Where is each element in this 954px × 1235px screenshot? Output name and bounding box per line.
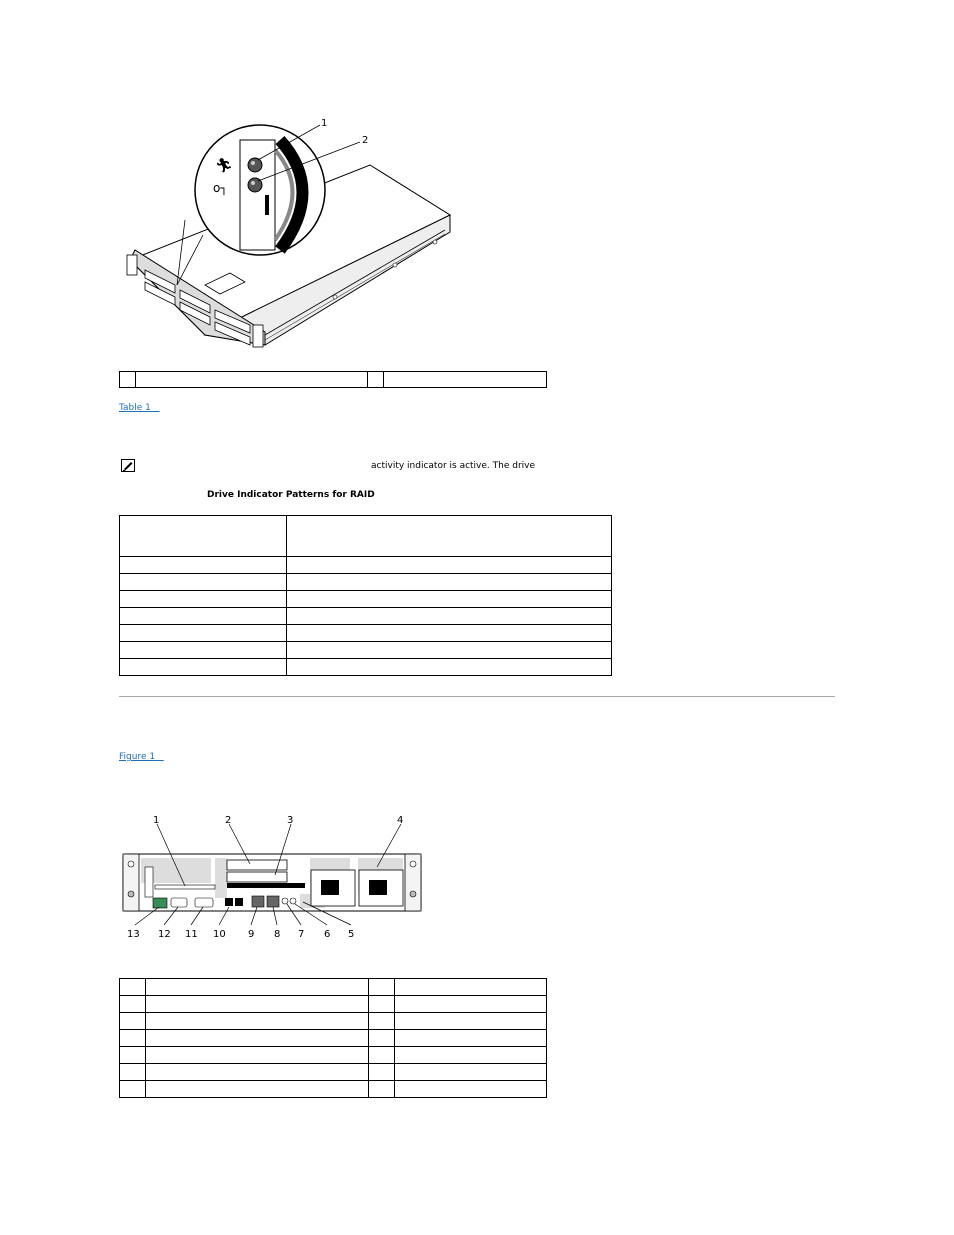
table-row	[120, 659, 612, 676]
callout-bottom-12: 12	[158, 929, 171, 940]
table-row	[120, 591, 612, 608]
table-row	[120, 574, 612, 591]
status-indicator-icon	[213, 181, 228, 195]
table-row	[120, 996, 547, 1013]
note-text: activity indicator is active. The drive	[371, 461, 536, 471]
callout-bottom-5: 5	[348, 929, 355, 940]
note-icon	[121, 459, 135, 472]
callout-bottom-6: 6	[324, 929, 331, 940]
table-row	[120, 1013, 547, 1030]
raid-table-caption: Drive Indicator Patterns for RAID	[207, 490, 375, 500]
svg-text:🏃︎: 🏃︎	[215, 158, 233, 174]
table-row	[120, 1047, 547, 1064]
callout-bottom-7: 7	[298, 929, 305, 940]
callout-bottom-9: 9	[248, 929, 255, 940]
callout-bottom-11: 11	[185, 929, 198, 940]
callout-bottom-8: 8	[274, 929, 281, 940]
back-panel-figure	[115, 812, 430, 942]
table-1-link[interactable]: Table 1	[119, 403, 151, 413]
callout-top-2: 2	[225, 815, 232, 826]
raid-indicator-table	[119, 515, 612, 676]
activity-indicator-icon	[215, 158, 233, 174]
table-row	[120, 1081, 547, 1098]
table-row	[120, 372, 547, 388]
table-row	[120, 642, 612, 659]
table-row	[120, 625, 612, 642]
figure-1-link[interactable]: Figure 1	[119, 752, 156, 762]
table-row	[120, 1030, 547, 1047]
callout-bottom-10: 10	[213, 929, 226, 940]
callout-top-1: 1	[153, 815, 160, 826]
back-panel-legend-table	[119, 978, 547, 1098]
table-row	[120, 608, 612, 625]
table-row	[120, 1064, 547, 1081]
table-row	[120, 979, 547, 996]
drive-indicator-figure	[115, 110, 460, 360]
table-row	[120, 557, 612, 574]
callout-bottom-13: 13	[127, 929, 140, 940]
svg-text:o┐: o┐	[213, 181, 228, 195]
callout-top-4: 4	[397, 815, 404, 826]
section-divider	[119, 696, 835, 697]
figure1-legend-table	[119, 371, 547, 388]
callout-2: 2	[362, 135, 369, 146]
table-row	[120, 516, 612, 557]
callout-1: 1	[321, 118, 328, 129]
callout-top-3: 3	[287, 815, 294, 826]
